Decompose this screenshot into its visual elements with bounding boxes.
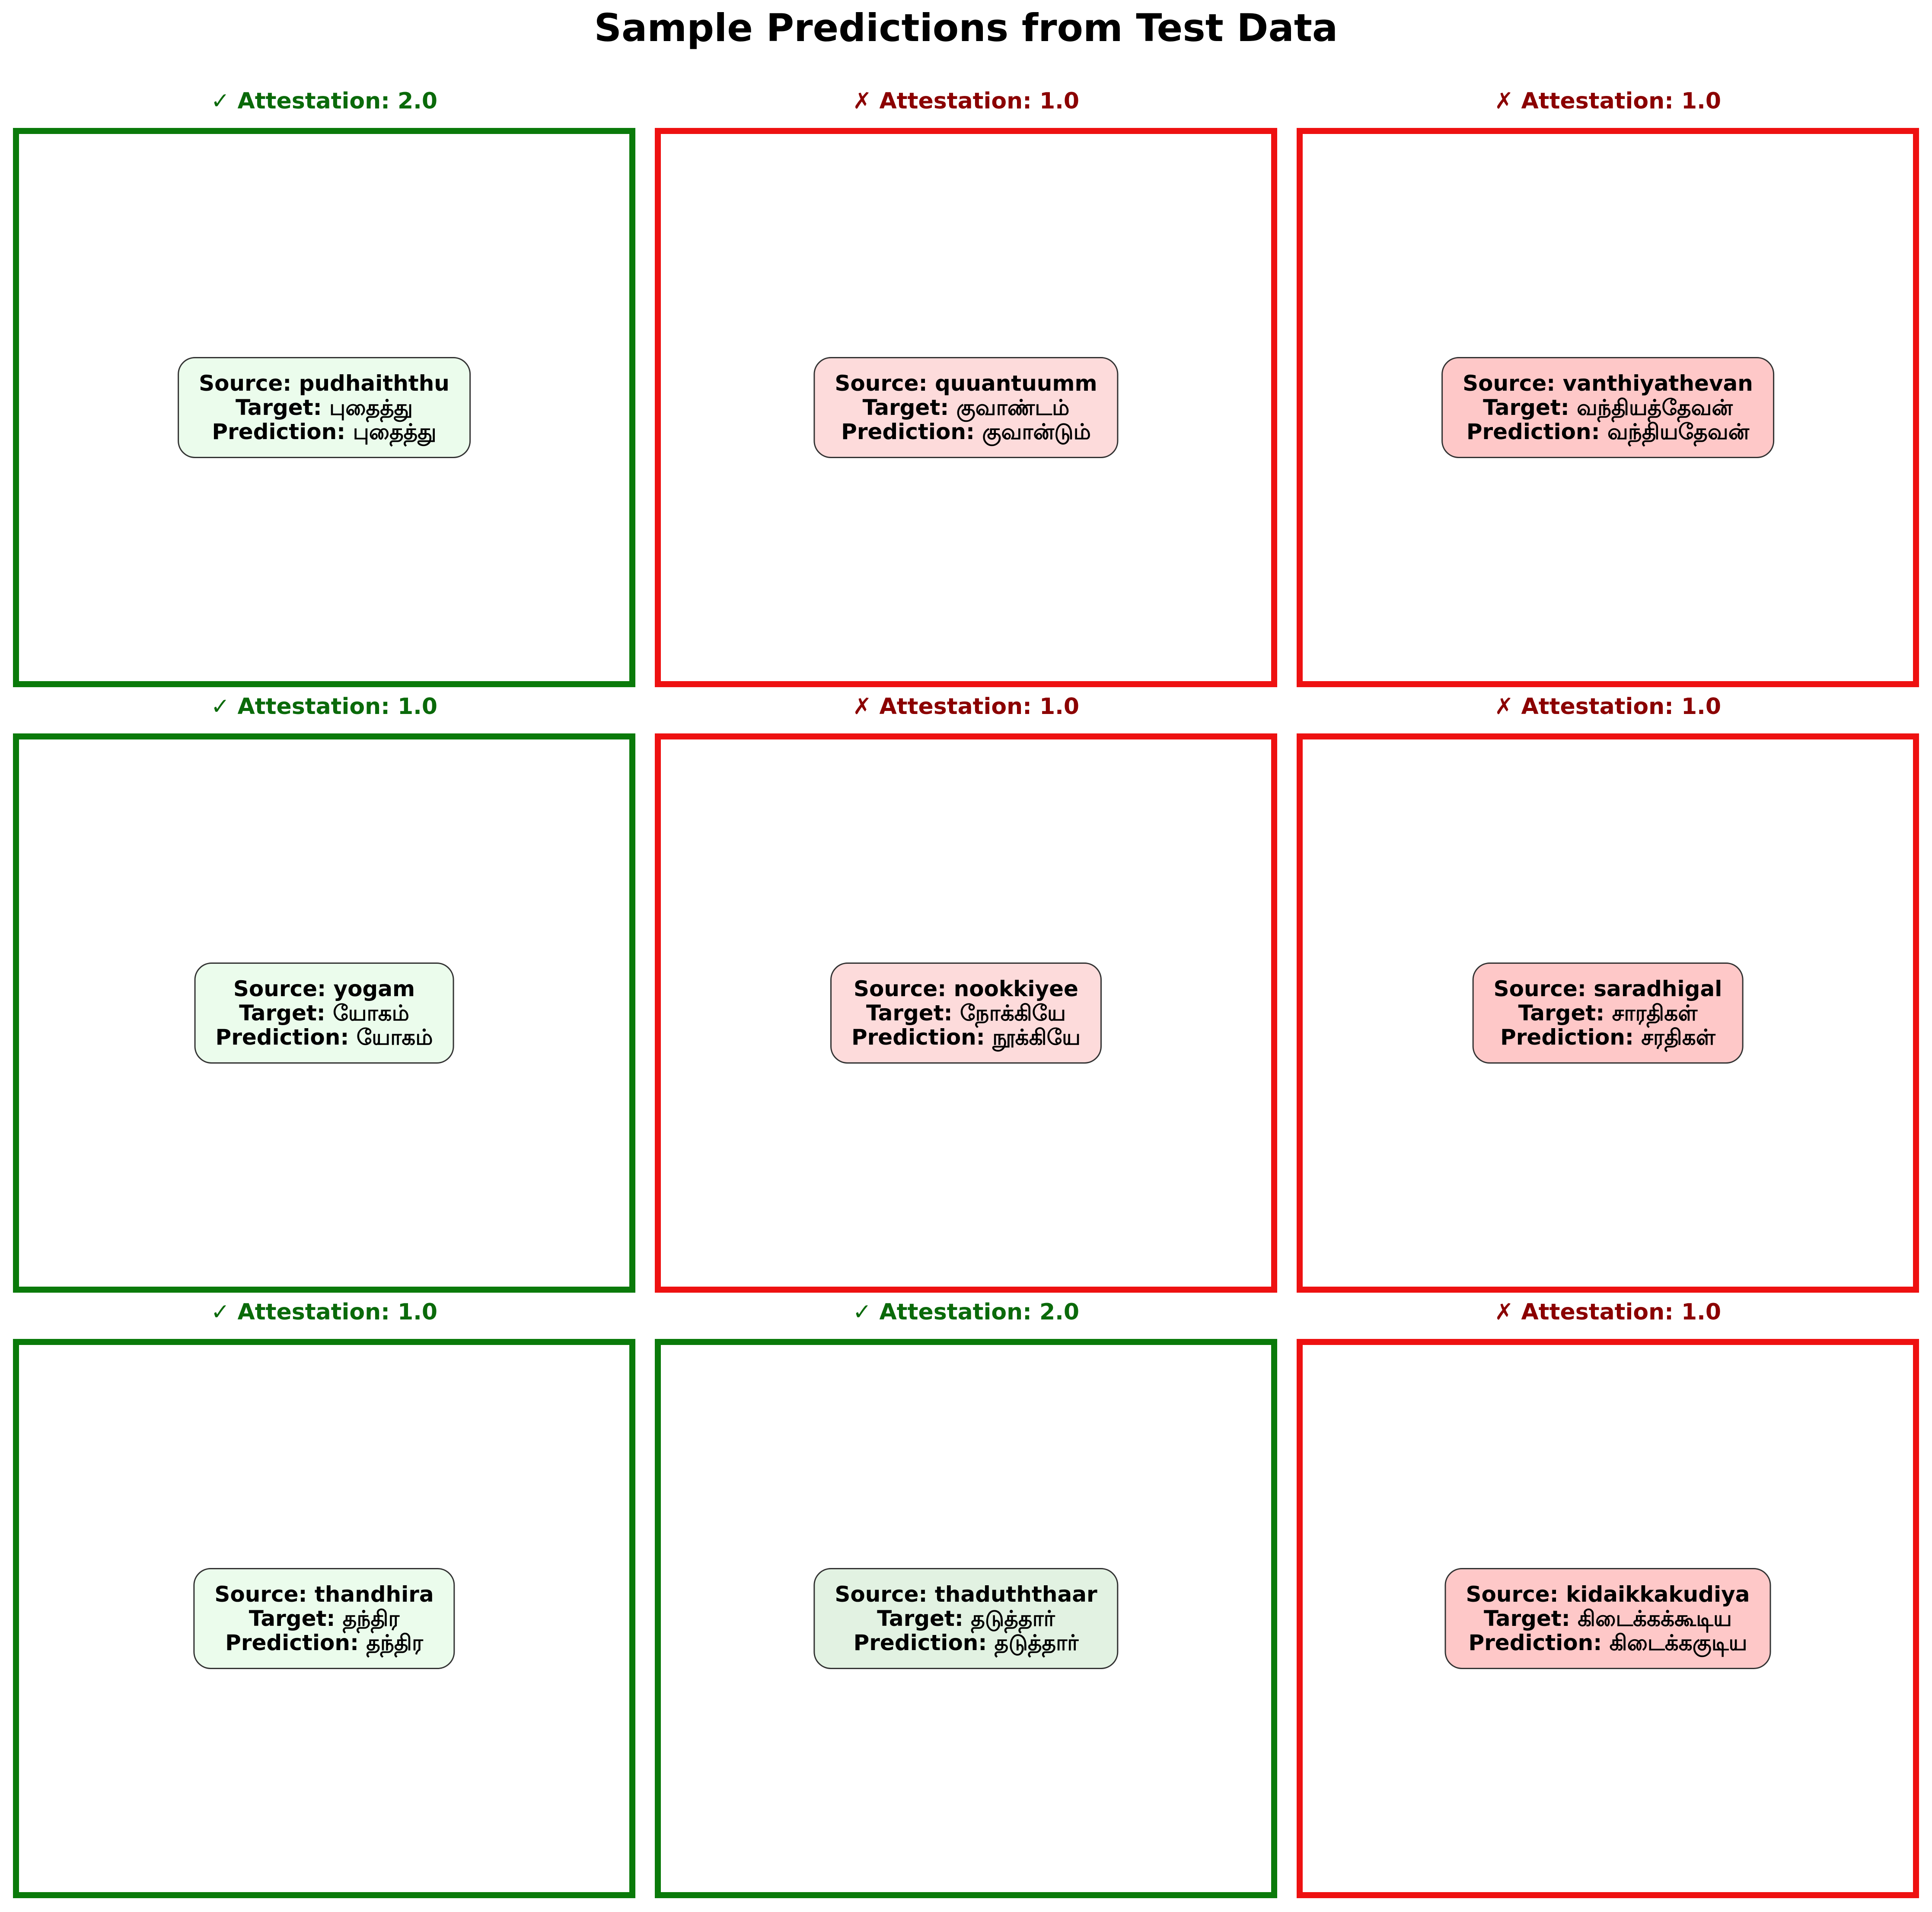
correct-prediction-panel xyxy=(13,1339,635,1898)
prediction-card xyxy=(813,1568,1118,1669)
panel-title: ✓ Attestation: 2.0 xyxy=(210,88,438,114)
source-text: Source: yogam xyxy=(233,976,415,1001)
source-text: Source: pudhaiththu xyxy=(199,371,450,396)
prediction-card xyxy=(1441,357,1774,458)
prediction-card xyxy=(193,1568,455,1669)
target-text: Target: வந்தியத்தேவன் xyxy=(1483,395,1733,420)
prediction-text: Prediction: புதைத்து xyxy=(212,419,437,444)
prediction-text: Prediction: யோகம் xyxy=(215,1025,433,1050)
source-text: Source: kidaikkakudiya xyxy=(1466,1582,1750,1607)
target-text: Target: தந்திர xyxy=(249,1606,400,1631)
panel-title: ✗ Attestation: 1.0 xyxy=(852,694,1080,720)
source-text: Source: quuantuumm xyxy=(835,371,1097,396)
prediction-text: Prediction: தடுத்தார் xyxy=(853,1630,1079,1655)
panel-title: ✓ Attestation: 1.0 xyxy=(210,1299,438,1325)
source-text: Source: thaduththaar xyxy=(835,1582,1097,1607)
prediction-text: Prediction: நூக்கியே xyxy=(851,1025,1081,1050)
incorrect-prediction-panel xyxy=(1297,128,1919,687)
source-text: Source: vanthiyathevan xyxy=(1463,371,1753,396)
correct-prediction-panel xyxy=(13,128,635,687)
target-text: Target: புதைத்து xyxy=(235,395,413,420)
target-text: Target: யோகம் xyxy=(239,1001,409,1026)
prediction-text: Prediction: கிடைக்ககுடிய xyxy=(1468,1630,1747,1655)
panel-title: ✓ Attestation: 1.0 xyxy=(210,694,438,720)
prediction-text: Prediction: சரதிகள் xyxy=(1500,1025,1715,1050)
incorrect-prediction-panel xyxy=(655,128,1277,687)
prediction-card xyxy=(830,962,1102,1064)
source-text: Source: saradhigal xyxy=(1493,976,1722,1001)
panel-title: ✗ Attestation: 1.0 xyxy=(852,88,1080,114)
panel-title: ✓ Attestation: 2.0 xyxy=(852,1299,1080,1325)
target-text: Target: கிடைக்கக்கூடிய xyxy=(1484,1606,1732,1631)
prediction-text: Prediction: தந்திர xyxy=(225,1630,423,1655)
panel-title: ✗ Attestation: 1.0 xyxy=(1494,1299,1722,1325)
incorrect-prediction-panel xyxy=(655,733,1277,1293)
panel-title: ✗ Attestation: 1.0 xyxy=(1494,88,1722,114)
prediction-card xyxy=(178,357,471,458)
panel-title: ✗ Attestation: 1.0 xyxy=(1494,694,1722,720)
prediction-card xyxy=(1445,1568,1771,1669)
incorrect-prediction-panel xyxy=(1297,1339,1919,1898)
correct-prediction-panel xyxy=(13,733,635,1293)
correct-prediction-panel xyxy=(655,1339,1277,1898)
prediction-card xyxy=(194,962,454,1064)
source-text: Source: thandhira xyxy=(214,1582,434,1607)
chart-title: Sample Predictions from Test Data xyxy=(594,6,1338,50)
target-text: Target: குவாண்டம் xyxy=(862,395,1070,420)
incorrect-prediction-panel xyxy=(1297,733,1919,1293)
prediction-text: Prediction: வந்தியதேவன் xyxy=(1466,419,1750,444)
target-text: Target: தடுத்தார் xyxy=(877,1606,1055,1631)
target-text: Target: சாரதிகள் xyxy=(1518,1001,1698,1026)
target-text: Target: நோக்கியே xyxy=(866,1001,1066,1026)
prediction-card xyxy=(813,357,1118,458)
source-text: Source: nookkiyee xyxy=(854,976,1078,1001)
prediction-text: Prediction: குவான்டும் xyxy=(841,419,1091,444)
prediction-card xyxy=(1473,962,1744,1064)
